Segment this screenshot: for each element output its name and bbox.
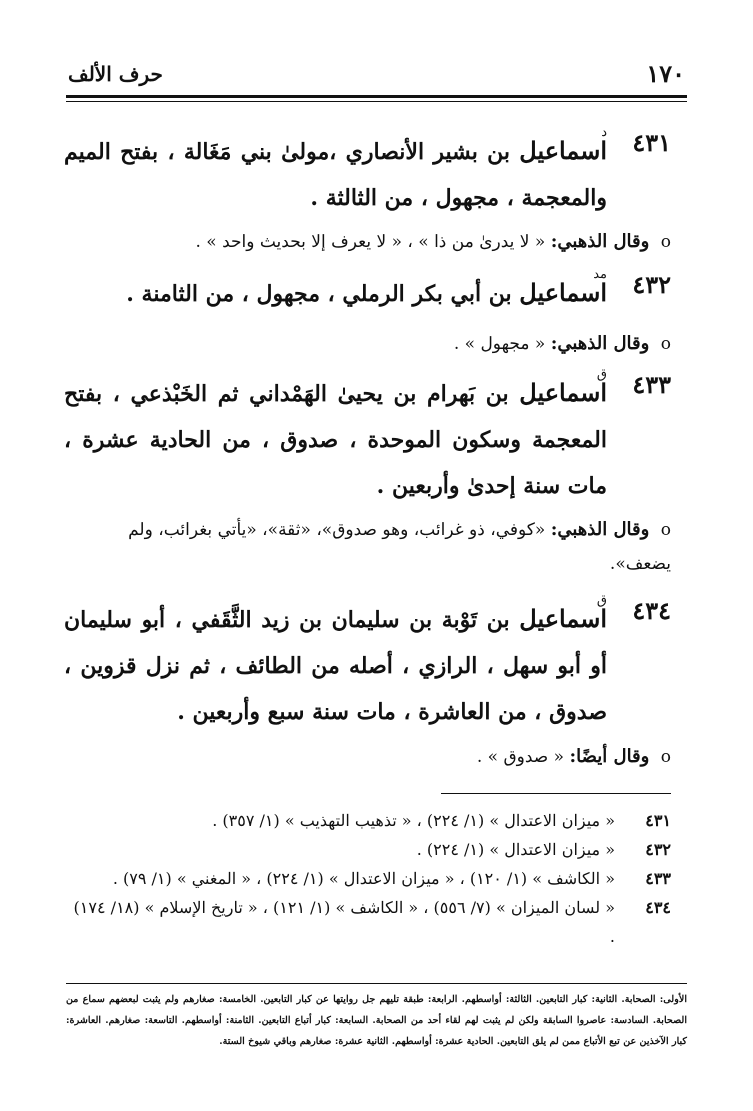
bullet-icon: o	[660, 520, 671, 540]
footnote-text: « ميزان الاعتدال » (١/ ٢٢٤) ، « تذهيب التهذيب » (١/ ٣٥٧) .	[212, 811, 615, 830]
page-number: ١٧٠	[646, 59, 685, 88]
entry-body	[64, 267, 607, 317]
note-intro: وقال الذهبي:	[550, 231, 650, 252]
dhahabi-note-433	[64, 513, 671, 581]
entry-name	[519, 267, 607, 316]
footnote-text: « ميزان الاعتدال » (١/ ٢٢٤) .	[416, 840, 615, 859]
note-text: « لا يدرىٰ من ذا » ، « لا يعرف إلا بحديث واحد » .	[195, 232, 546, 252]
tabaqat-legend: الأولى: الصحابة. الثانية: كبار التابعين. الثالثة: أواسطهم. الرابعة: طبقة تليهم جل روايتها عن كبار التابعين. الخامسة: صغارهم ولم يثبت لبعضهم سماع من الصحابة. السادسة: عاصروا السابقة ولكن لم يثبت لهم لقاء أحد من الصحابة. السابعة: كبار أتباع التابعين. الثامنة: أواسطهم. التاسعة: صغارهم. العاشرة: كبار الآخذين عن تبع الأتباع ممن لم يلق التابعين. الحادية عشرة: أواسطهم. الثانية عشرة: صغارهم وباقي شيوخ الستة.	[66, 994, 687, 1047]
entry-body	[64, 593, 607, 735]
bullet-icon: o	[660, 232, 671, 252]
chapter-title: حرف الألف	[68, 62, 163, 86]
entry-name-text: اسماعيل	[519, 136, 607, 165]
entry-433	[64, 367, 671, 509]
footnote-433	[64, 864, 671, 893]
entry-431	[64, 125, 671, 221]
entry-name-text: اسماعيل	[519, 604, 607, 633]
entry-description: بن تَوْبة بن سليمان بن زيد الثَّقَفي ، أبو سليمان أو أبو سهل ، الرازي ، أصله من الطائف ، ثم نزل قزوين ، صدوق ، من العاشرة ، مات سنة سبع وأربعين .	[64, 607, 607, 725]
legend-rule	[66, 983, 687, 984]
entry-432	[64, 267, 671, 317]
note-intro: وقال أيضًا:	[569, 746, 650, 767]
entry-body	[64, 125, 607, 221]
bullet-icon: o	[660, 747, 671, 767]
bullet-icon: o	[660, 334, 671, 354]
footnote-431	[64, 806, 671, 835]
footnote-number: ٤٣١	[645, 811, 671, 830]
entry-number: ٤٣١	[632, 128, 671, 157]
entry-number: ٤٣٢	[632, 270, 671, 299]
footnote-434	[64, 893, 671, 951]
source-mark: مد	[593, 267, 607, 282]
entry-434	[64, 593, 671, 735]
footnotes	[64, 806, 671, 951]
source-mark: ق	[596, 367, 607, 382]
footnote-number: ٤٣٢	[645, 840, 671, 859]
entry-description: بن بَهرام بن يحيىٰ الهَمْداني ثم الخَبْذعي ، بفتح المعجمة وسكون الموحدة ، صدوق ، من الحادية عشرة ، مات سنة إحدىٰ وأربعين .	[64, 381, 607, 499]
entry-number: ٤٣٣	[632, 370, 671, 399]
entry-number: ٤٣٤	[632, 596, 671, 625]
dhahabi-note-431	[64, 225, 671, 259]
footnote-number: ٤٣٣	[645, 869, 671, 888]
note-intro: وقال الذهبي:	[550, 333, 650, 354]
source-mark: د	[601, 125, 607, 140]
header-rule-thick	[66, 95, 687, 98]
footnote-432	[64, 835, 671, 864]
entry-description: بن أبي بكر الرملي ، مجهول ، من الثامنة .	[126, 281, 512, 307]
note-text: «كوفي، ذو غرائب، وهو صدوق»، «ثقة»، «يأتي بغرائب، ولم يضعف».	[128, 520, 671, 574]
entry-name	[519, 125, 607, 174]
entry-description: بن بشير الأنصاري ،مولىٰ بني مَغَالة ، بفتح الميم والمعجمة ، مجهول ، من الثالثة .	[64, 139, 607, 211]
header-rule-thin	[66, 101, 687, 102]
entry-name-text: اسماعيل	[519, 378, 607, 407]
entry-body	[64, 367, 607, 509]
entry-name	[519, 367, 607, 416]
footnote-text: « لسان الميزان » (٧/ ٥٥٦) ، « الكاشف » (١/ ١٢١) ، « تاريخ الإسلام » (١٨/ ١٧٤) .	[73, 898, 615, 946]
page-header	[68, 58, 685, 90]
entry-name	[519, 593, 607, 642]
dhahabi-note-434	[64, 740, 671, 774]
footnote-rule	[441, 793, 671, 794]
entry-name-text: اسماعيل	[519, 278, 607, 307]
source-mark: ق	[596, 593, 607, 608]
footnote-number: ٤٣٤	[645, 898, 671, 917]
note-intro: وقال الذهبي:	[550, 519, 650, 540]
dhahabi-note-432	[64, 327, 671, 361]
note-text: « صدوق » .	[476, 747, 565, 767]
footnote-text: « الكاشف » (١/ ١٢٠) ، « ميزان الاعتدال » (١/ ٢٢٤) ، « المغني » (١/ ٧٩) .	[112, 869, 615, 888]
note-text: « مجهول » .	[453, 334, 546, 354]
